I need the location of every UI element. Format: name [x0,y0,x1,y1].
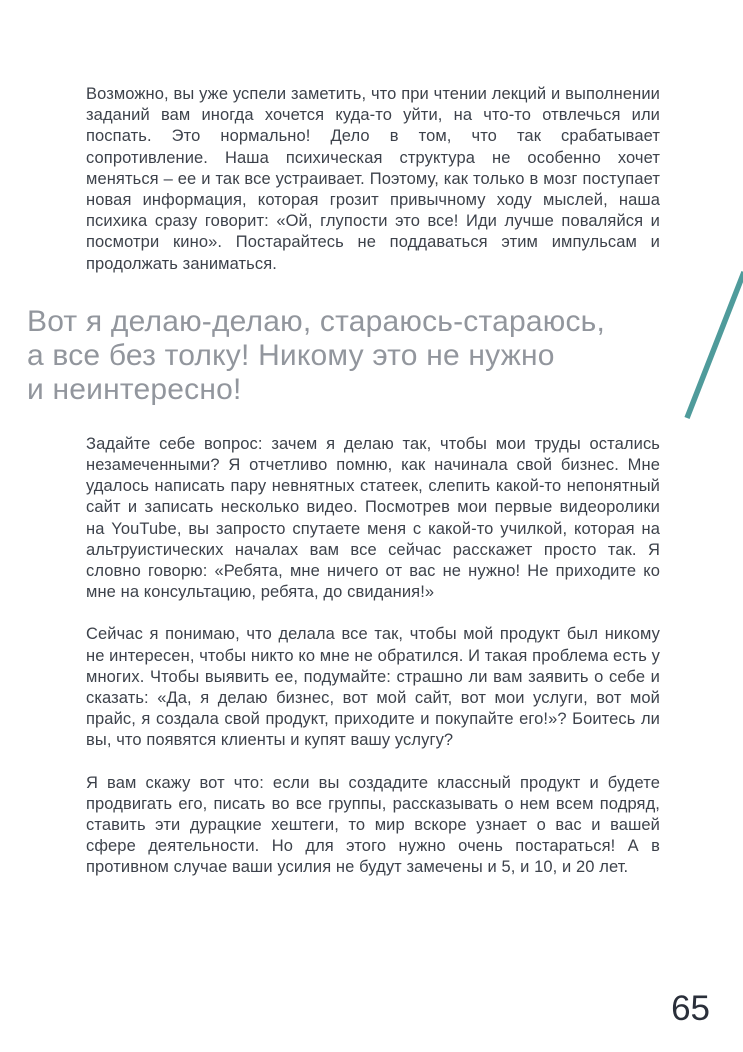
section-heading [27,305,660,407]
page-content [0,84,743,900]
body-paragraph-4: Я вам скажу вот что: если вы создадите классный продукт и будете продвигать его, писать во все группы, рассказывать о нем всем подряд, ставить эти дурацкие хештеги, то мир вскоре узнает о вас и вашей сфере деятельности. Но для этого нужно очень постараться! А в противном случае ваши усилия не будут замечены и 5, и 10, и 20 лет. [86,773,660,877]
section-heading-line-1: Вот я делаю-делаю, стараюсь-стараюсь, [27,304,606,338]
page-number: 65 [671,989,710,1028]
body-paragraph-2: Задайте себе вопрос: зачем я делаю так, чтобы мои труды остались незамеченными? Я отчетливо помню, как начинала свой бизнес. Мне удалось написать пару невнятных статеек, слепить какой-то непонятный сайт и записать несколько видео. Посмотрев мои первые видеоролики на YouTube, вы запросто спутаете меня с какой-то училкой, которая на альтруистических началах вам все сейчас расскажет просто так. Я словно говорю: «Ребята, мне ничего от вас не нужно! Не приходите ко мне на консультацию, ребята, до свидания!» [86,434,660,602]
section-heading-line-2: а все без толку! Никому это не нужно [27,338,555,372]
body-paragraph-3: Сейчас я понимаю, что делала все так, чтобы мой продукт был никому не интересен, чтобы никто ко мне не обратился. И такая проблема есть у многих. Чтобы выявить ее, подумайте: страшно ли вам заявить о себе и сказать: «Да, я делаю бизнес, вот мой сайт, вот мои услуги, вот мой прайс, я создала свой продукт, приходите и покупайте его!»? Боитесь ли вы, что появятся клиенты и купят вашу услугу? [86,625,660,750]
body-paragraph-1: Возможно, вы уже успели заметить, что при чтении лекций и выполнении заданий вам иногда хочется куда-то уйти, на что-то отвлечься или поспать. Это нормально! Дело в том, что так срабатывает сопротивление. Наша психическая структура не особенно хочет меняться – ее и так все устраивает. Поэтому, как только в мозг поступает новая информация, которая грозит привычному ходу мыслей, наша психика сразу говорит: «Ой, глупости это все! Иди лучше поваляйся и посмотри кино». Постарайтесь не поддаваться этим импульсам и продолжать заниматься. [86,85,660,273]
section-heading-line-3: и неинтересно! [27,372,242,406]
